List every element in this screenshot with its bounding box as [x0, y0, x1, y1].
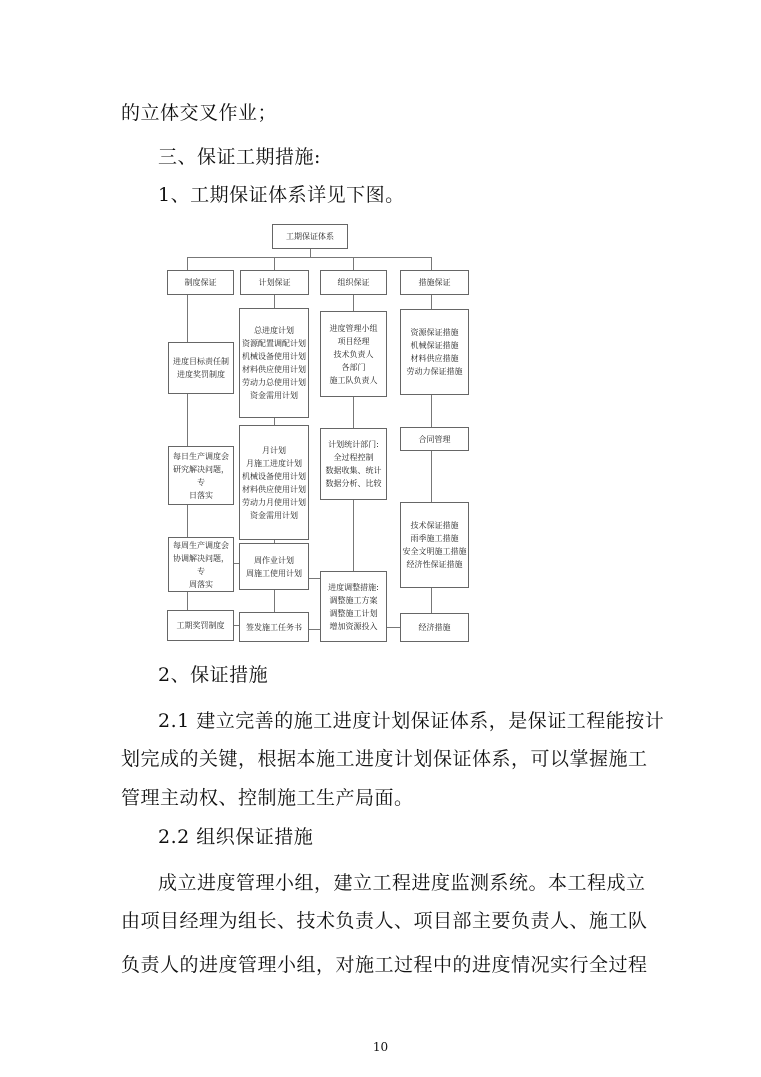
- subheading: 2.2 组织保证措施: [158, 826, 314, 848]
- diagram-box: 进度目标责任制 进度奖罚制度: [168, 342, 234, 394]
- header-box: 组织保证: [320, 270, 387, 295]
- header-box: 措施保证: [400, 270, 469, 295]
- diagram-box: 每日生产调度会 研究解决问题，专 日落实: [168, 446, 234, 505]
- diagram-box: 进度管理小组 项目经理 技术负责人 各部门 施工队负责人: [320, 311, 387, 397]
- diagram-box: 计划统计部门: 全过程控制 数据收集、统计 数据分析、比较: [320, 428, 387, 500]
- diagram-box: 每周生产调度会 协调解决问题，专 周落实: [168, 537, 234, 592]
- subheading: 1、工期保证体系详见下图。: [158, 184, 405, 206]
- subheading: 2、保证措施: [158, 664, 269, 686]
- diagram-box: 合同管理: [400, 427, 469, 451]
- diagram-box: 进度调整措施: 调整施工方案 调整施工计划 增加资源投入: [320, 571, 387, 642]
- header-box: 制度保证: [167, 270, 234, 295]
- header-box: 计划保证: [240, 270, 309, 295]
- diagram-box: 总进度计划 资源配置调配计划 机械设备使用计划 材料供应使用计划 劳动力总使用计划 资金需用计划: [239, 308, 309, 418]
- section-heading: 三、保证工期措施:: [158, 146, 321, 168]
- paragraph-line: 负责人的进度管理小组，对施工过程中的进度情况实行全过程: [121, 954, 648, 976]
- diagram-box: 周作业计划 周施工使用计划: [239, 543, 309, 590]
- paragraph-line: 划完成的关键，根据本施工进度计划保证体系，可以掌握施工: [121, 748, 648, 770]
- paragraph-line: 由项目经理为组长、技术负责人、项目部主要负责人、施工队: [121, 910, 648, 932]
- paragraph-line: 管理主动权、控制施工生产局面。: [121, 787, 414, 809]
- diagram-box: 工期奖罚制度: [167, 610, 234, 641]
- paragraph-line: 的立体交叉作业；: [121, 102, 278, 124]
- diagram-root-box: 工期保证体系: [272, 224, 348, 249]
- diagram-box: 签发施工任务书: [239, 612, 309, 642]
- diagram-box: 技术保证措施 雨季施工措施 安全文明施工措施 经济性保证措施: [400, 502, 469, 588]
- diagram-box: 资源保证措施 机械保证措施 材料供应措施 劳动力保证措施: [400, 309, 469, 395]
- diagram-box: 月计划 月施工进度计划 机械设备使用计划 材料供应使用计划 劳动力月使用计划 资金需用计划: [239, 425, 309, 540]
- diagram-box: 经济措施: [400, 613, 469, 642]
- paragraph-line: 2.1 建立完善的施工进度计划保证体系，是保证工程能按计: [158, 710, 665, 732]
- page-number: 10: [372, 1040, 389, 1054]
- paragraph-line: 成立进度管理小组，建立工程进度监测系统。本工程成立: [158, 872, 646, 894]
